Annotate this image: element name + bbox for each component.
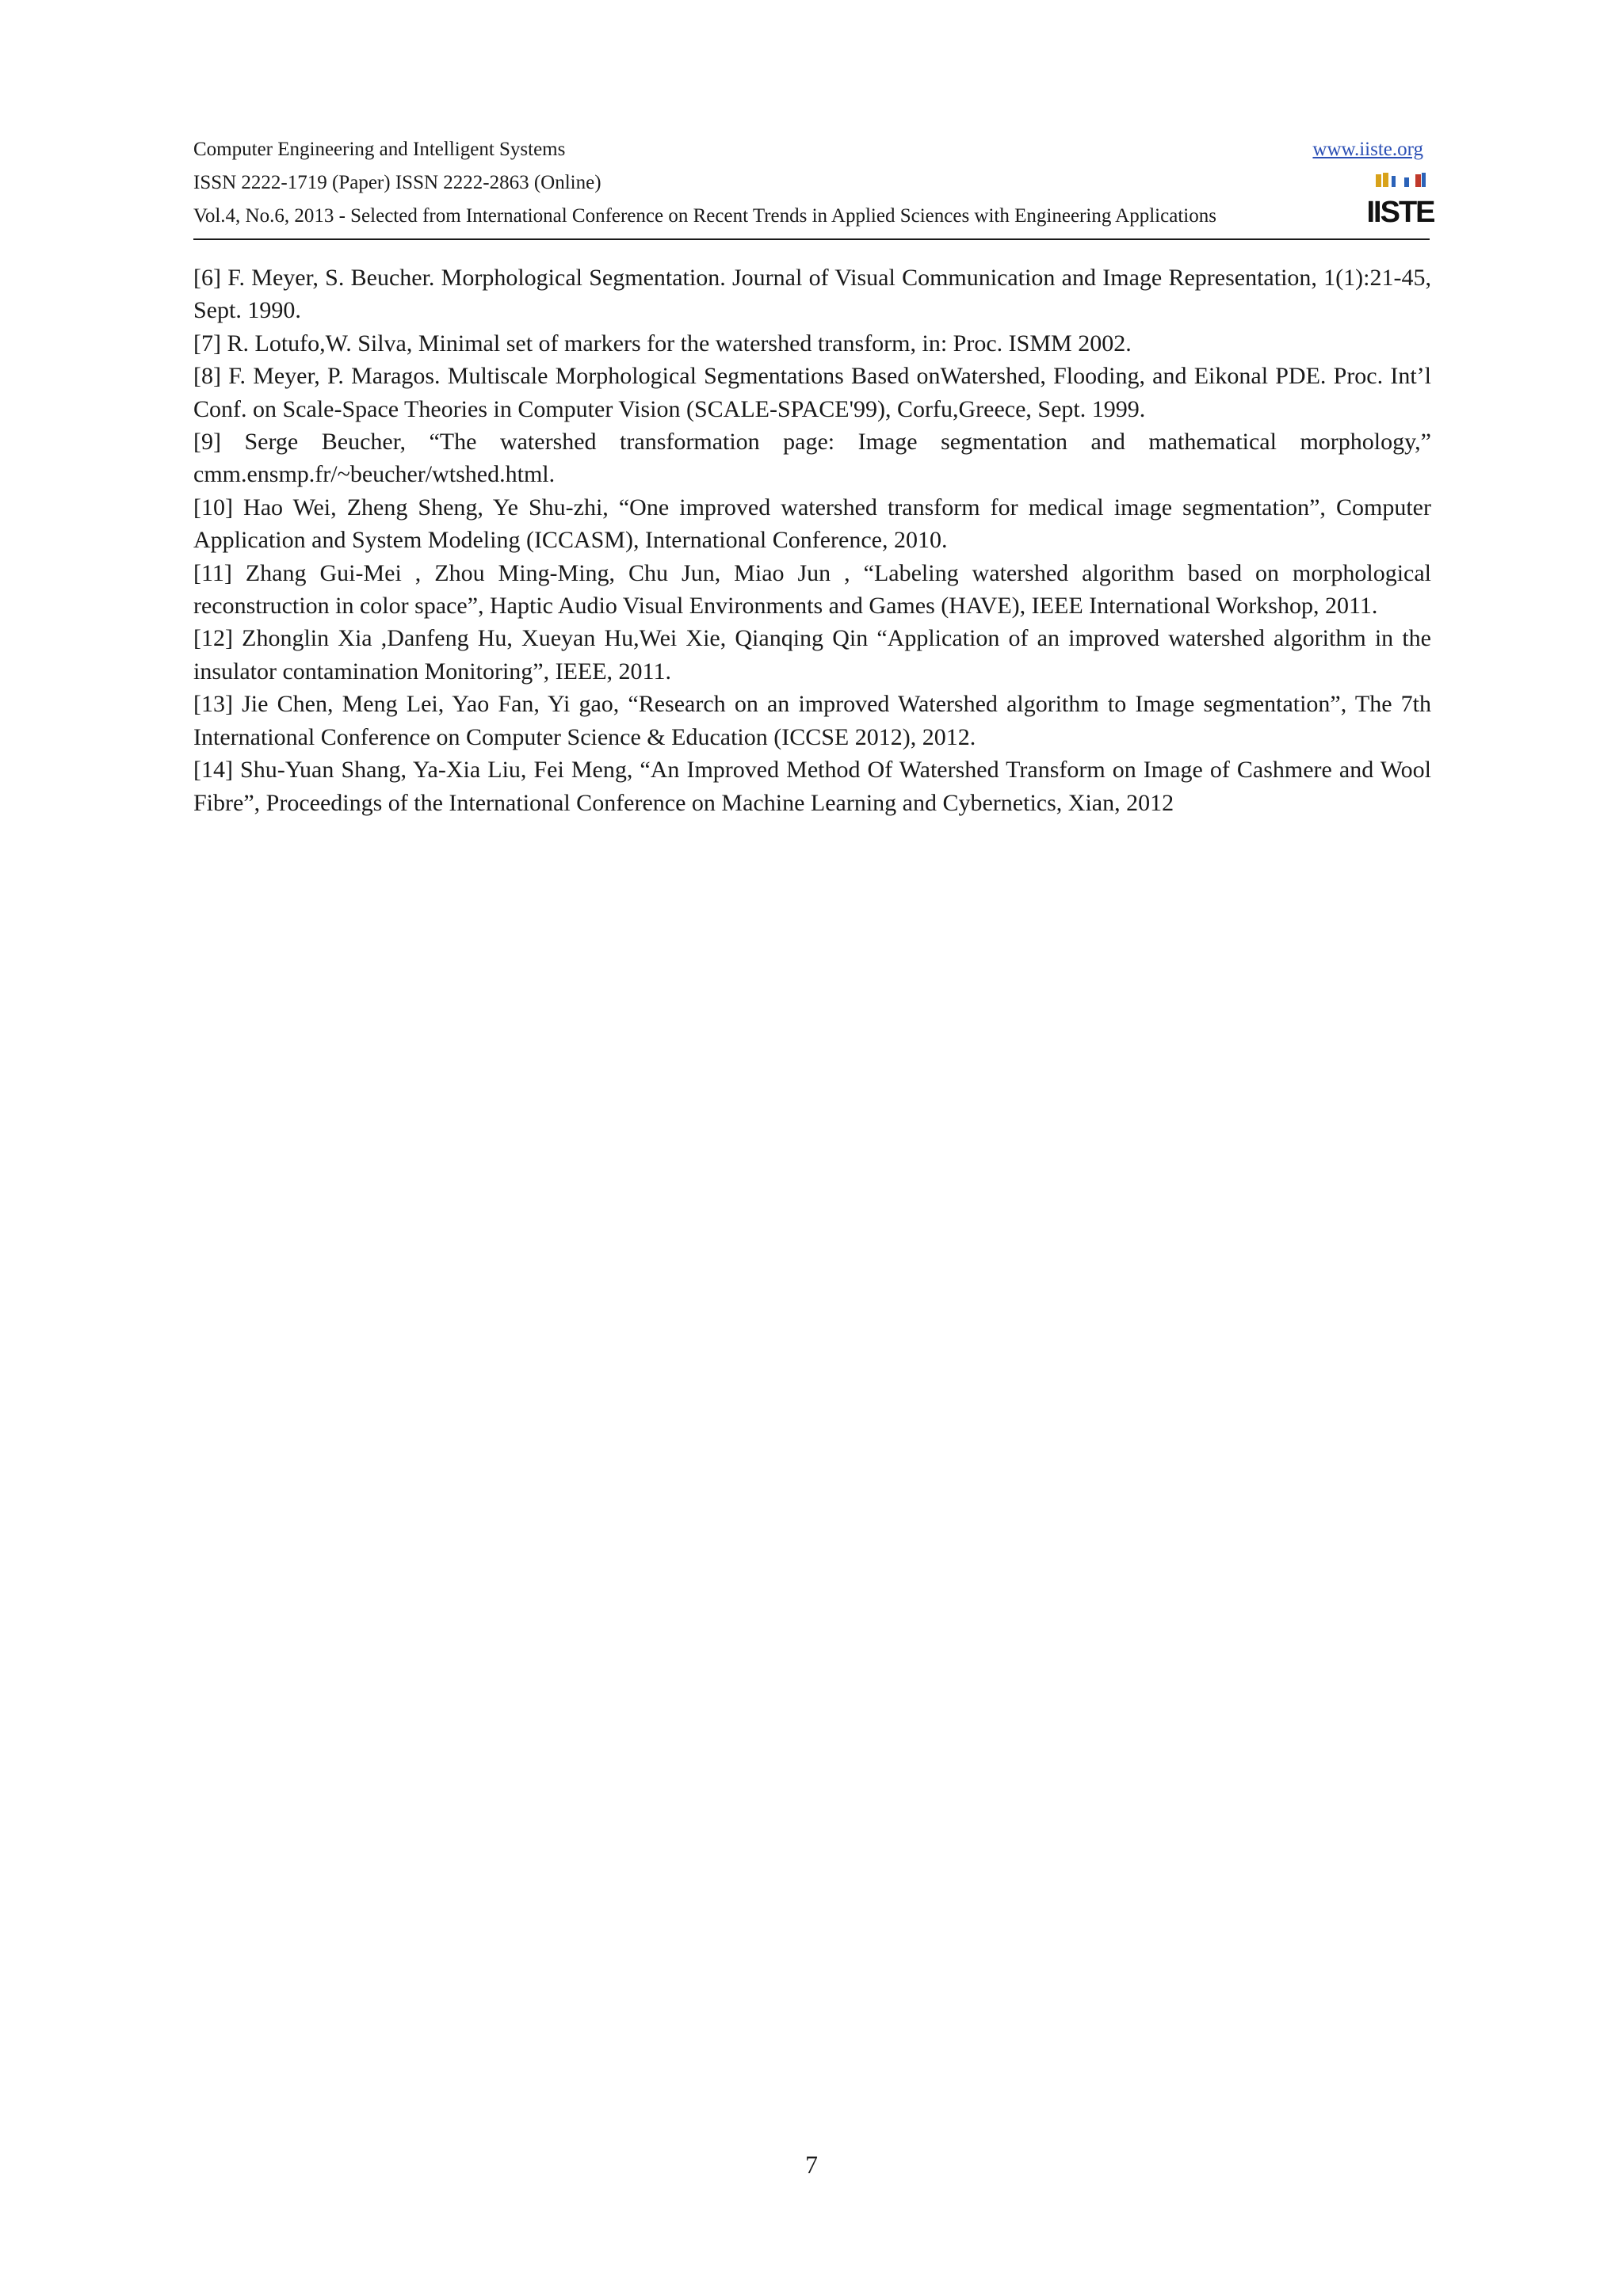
reference-item: [8] F. Meyer, P. Maragos. Multiscale Morphological Segmentations Based onWatershed, Flooding, and Eikonal PDE. Proc. Int’l Conf. on Scale-Space Theories in Computer Vision (SCALE-SPACE'99), Corfu,Greece, Sept. 1999. — [193, 363, 1431, 422]
reference-item: [13] Jie Chen, Meng Lei, Yao Fan, Yi gao, “Research on an improved Watershed algorithm to Image segmentation”, The 7th International Conference on Computer Science & Education (ICCSE 2012), 2012. — [193, 691, 1431, 750]
header-divider — [193, 238, 1430, 240]
page-header — [193, 135, 1434, 241]
reference-item: [7] R. Lotufo,W. Silva, Minimal set of markers for the watershed transform, in: Proc. ISMM 2002. — [193, 330, 1132, 357]
svg-text:IISTE: IISTE — [1366, 196, 1434, 229]
reference-item: [14] Shu-Yuan Shang, Ya-Xia Liu, Fei Meng, “An Improved Method Of Watershed Transform on Image of Cashmere and Wool Fibre”, Proceedings of the International Conference on Machine Learning and Cybernetics, Xian, 2012 — [193, 757, 1431, 816]
reference-item: [11] Zhang Gui-Mei , Zhou Ming-Ming, Chu Jun, Miao Jun , “Labeling watershed algorithm based on morphological reconstruction in color space”, Haptic Audio Visual Environments and Games (HAVE), IEEE International Workshop, 2011. — [193, 559, 1431, 620]
reference-item: [6] F. Meyer, S. Beucher. Morphological Segmentation. Journal of Visual Communication and Image Representation, 1(1):21-45, Sept. 1990. — [193, 265, 1431, 324]
reference-item: [9] Serge Beucher, “The watershed transformation page: Image segmentation and mathematical morphology,” cmm.ensmp.fr/~beucher/wtshed.html. — [193, 429, 1431, 488]
reference-item: [10] Hao Wei, Zheng Sheng, Ye Shu-zhi, “One improved watershed transform for medical image segmentation”, Computer Application and System Modeling (ICCASM), International Conference, 2010. — [193, 494, 1431, 554]
iiste-logo-icon — [1366, 173, 1434, 229]
journal-title: Computer Engineering and Intelligent Systems — [193, 139, 566, 160]
reference-list — [193, 261, 1431, 819]
page-number: 7 — [805, 2150, 818, 2179]
journal-url-link[interactable]: www.iiste.org — [1312, 139, 1423, 160]
issn-line: ISSN 2222-1719 (Paper) ISSN 2222-2863 (Online) — [193, 172, 601, 193]
volume-line: Vol.4, No.6, 2013 - Selected from International Conference on Recent Trends in Applied Sciences with Engineering Applications — [193, 205, 1216, 227]
reference-item: [12] Zhonglin Xia ,Danfeng Hu, Xueyan Hu,Wei Xie, Qianqing Qin “Application of an improved watershed algorithm in the insulator contamination Monitoring”, IEEE, 2011. — [193, 625, 1431, 685]
